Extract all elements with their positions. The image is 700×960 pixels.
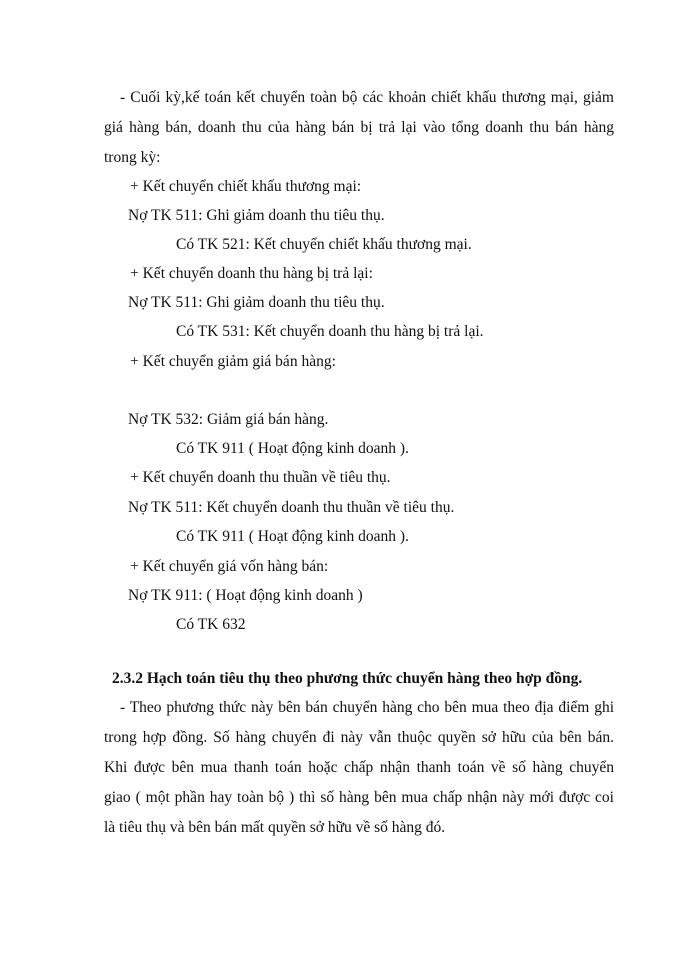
- debit-line-5: Nợ TK 911: ( Hoạt động kinh doanh ): [128, 587, 363, 604]
- entry-heading-2: + Kết chuyển doanh thu hàng bị trả lại:: [130, 265, 373, 282]
- debit-line-2: Nợ TK 511: Ghi giảm doanh thu tiêu thụ.: [128, 294, 385, 311]
- credit-line-5: Có TK 632: [176, 616, 246, 633]
- entry-heading-5: + Kết chuyển giá vốn hàng bán:: [130, 558, 329, 575]
- section-para-line-1: - Theo phương thức này bên bán chuyển hàng cho bên mua theo địa điểm ghi: [120, 699, 614, 716]
- entry-heading-4: + Kết chuyển doanh thu thuần về tiêu thụ.: [130, 469, 391, 486]
- section-para-line-3: Khi được bên mua thanh toán hoặc chấp nhận thanh toán về số hàng chuyển: [104, 759, 614, 776]
- credit-line-4: Có TK 911 ( Hoạt động kinh doanh ).: [176, 528, 409, 545]
- section-heading: 2.3.2 Hạch toán tiêu thụ theo phương thức chuyển hàng theo hợp đồng.: [112, 670, 583, 687]
- debit-line-1: Nợ TK 511: Ghi giảm doanh thu tiêu thụ.: [128, 207, 385, 224]
- credit-line-1: Có TK 521: Kết chuyển chiết khấu thương mại.: [176, 236, 472, 253]
- intro-line-2: giá hàng bán, doanh thu của hàng bán bị trả lại vào tổng doanh thu bán hàng: [104, 119, 614, 136]
- credit-line-3: Có TK 911 ( Hoạt động kinh doanh ).: [176, 440, 409, 457]
- section-para-line-5: là tiêu thụ và bên bán mất quyền sở hữu về số hàng đó.: [104, 819, 446, 836]
- entry-heading-1: + Kết chuyển chiết khấu thương mại:: [130, 178, 362, 195]
- entry-heading-3: + Kết chuyển giảm giá bán hàng:: [130, 353, 336, 370]
- debit-line-3: Nợ TK 532: Giảm giá bán hàng.: [128, 411, 329, 428]
- intro-line-1: - Cuối kỳ,kế toán kết chuyển toàn bộ các khoản chiết khấu thương mại, giảm: [120, 89, 614, 106]
- intro-line-3: trong kỳ:: [104, 149, 161, 166]
- section-para-line-4: giao ( một phần hay toàn bộ ) thì số hàng bên mua chấp nhận này mới được coi: [104, 789, 614, 806]
- section-para-line-2: trong hợp đồng. Số hàng chuyển đi này vẫn thuộc quyền sở hữu của bên bán.: [104, 729, 614, 746]
- credit-line-2: Có TK 531: Kết chuyển doanh thu hàng bị trả lại.: [176, 323, 484, 340]
- debit-line-4: Nợ TK 511: Kết chuyển doanh thu thuần về tiêu thụ.: [128, 499, 455, 516]
